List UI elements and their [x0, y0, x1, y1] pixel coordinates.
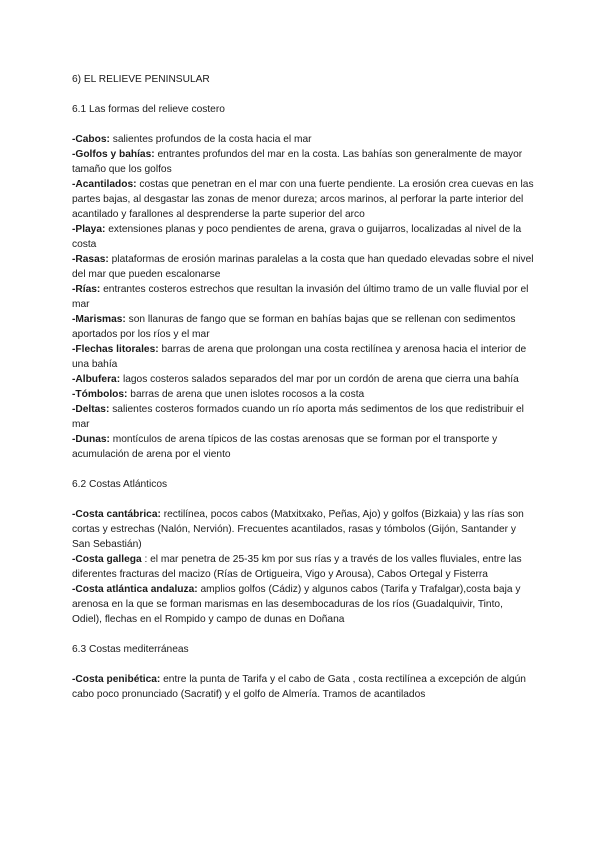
entry-term: -Tómbolos:	[72, 389, 128, 400]
entry-text: amplios golfos (Cádiz) y algunos cabos (Tarifa y Trafalgar),costa baja y arenosa en la que se forman marismas en las desembocaduras de los ríos (Guadalquivir, Tinto, Odiel), flechas en el Rompido y campo de dunas en Doñana	[72, 584, 521, 625]
entry-rasas	[72, 252, 534, 282]
entry-text: montículos de arena típicos de las costas arenosas que se forman por el transporte y acumulación de arena por el viento	[72, 434, 498, 460]
entry-costa-gallega	[72, 552, 534, 582]
entry-text: barras de arena que prolongan una costa rectilínea y arenosa hacia el interior de una bahía	[72, 344, 527, 370]
section-heading-6-1: 6.1 Las formas del relieve costero	[72, 104, 225, 115]
entry-costa-cantabrica	[72, 507, 534, 552]
entry-term: -Golfos y bahías:	[72, 149, 155, 160]
entry-text: plataformas de erosión marinas paralelas a la costa que han quedado elevadas sobre el nivel del mar que pueden escalonarse	[72, 254, 534, 280]
entry-text: entre la punta de Tarifa y el cabo de Gata , costa rectilínea a excepción de algún cabo poco pronunciado (Sacratif) y el golfo de Almería. Tramos de acantilados	[72, 674, 526, 700]
entry-text: entrantes costeros estrechos que resultan la invasión del último tramo de un valle fluvial por el mar	[72, 284, 529, 310]
entry-term: -Playa:	[72, 224, 106, 235]
entry-tombolos	[72, 387, 534, 402]
entry-dunas	[72, 432, 534, 462]
section-heading-6-3: 6.3 Costas mediterráneas	[72, 644, 189, 655]
entry-rias	[72, 282, 534, 312]
entry-playa	[72, 222, 534, 252]
entry-marismas	[72, 312, 534, 342]
entry-albufera	[72, 372, 534, 387]
entry-deltas	[72, 402, 534, 432]
entry-acantilados	[72, 177, 534, 222]
entry-term: -Costa gallega	[72, 554, 142, 565]
entry-text: : el mar penetra de 25-35 km por sus rías y a través de los valles fluviales, entre las diferentes fracturas del macizo (Rías de Ortigueira, Vigo y Arousa), Cabos Ortegal y Fisterra	[72, 554, 522, 580]
entry-term: -Dunas:	[72, 434, 110, 445]
section-6-3-entries	[72, 672, 534, 702]
entry-costa-atlantica-andaluza	[72, 582, 534, 627]
entry-term: -Acantilados:	[72, 179, 137, 190]
entry-text: costas que penetran en el mar con una fuerte pendiente. La erosión crea cuevas en las partes bajas, al desgastar las zonas de menor dureza; arcos marinos, al perforar la parte interior del acantilado y farallones al desprenderse la parte superior del arco	[72, 179, 534, 220]
entry-term: -Rasas:	[72, 254, 109, 265]
entry-costa-penibetica	[72, 672, 534, 702]
entry-term: -Flechas litorales:	[72, 344, 159, 355]
section-6-1-entries	[72, 132, 534, 462]
entry-term: -Albufera:	[72, 374, 121, 385]
entry-text: barras de arena que unen islotes rocosos a la costa	[127, 389, 365, 400]
entry-text: son llanuras de fango que se forman en bahías bajas que se rellenan con sedimentos aportados por los ríos y el mar	[72, 314, 516, 340]
entry-term: -Costa cantábrica:	[72, 509, 161, 520]
entry-text: entrantes profundos del mar en la costa. Las bahías son generalmente de mayor tamaño que los golfos	[72, 149, 523, 175]
section-heading-6-2: 6.2 Costas Atlánticos	[72, 479, 168, 490]
entry-golfos	[72, 147, 534, 177]
entry-term: -Rías:	[72, 284, 101, 295]
entry-text: salientes profundos de la costa hacia el mar	[109, 134, 312, 145]
section-6-2-entries	[72, 507, 534, 627]
entry-text: salientes costeros formados cuando un río aporta más sedimentos de los que redistribuir el mar	[72, 404, 524, 430]
document-title: 6) EL RELIEVE PENINSULAR	[72, 74, 210, 85]
entry-term: -Costa penibética:	[72, 674, 161, 685]
entry-flechas	[72, 342, 534, 372]
entry-text: rectilínea, pocos cabos (Matxitxako, Peñas, Ajo) y golfos (Bizkaia) y las rías son cortas y estrechas (Nalón, Nervión). Frecuentes acantilados, rasas y tómbolos (Gijón, Santander y San Sebastián)	[72, 509, 524, 550]
document-page	[72, 72, 534, 717]
entry-term: -Marismas:	[72, 314, 126, 325]
entry-term: -Deltas:	[72, 404, 110, 415]
entry-text: extensiones planas y poco pendientes de arena, grava o guijarros, localizadas al nivel de la costa	[72, 224, 522, 250]
entry-term: -Cabos:	[72, 134, 110, 145]
entry-term: -Costa atlántica andaluza:	[72, 584, 198, 595]
entry-cabos	[72, 132, 534, 147]
entry-text: lagos costeros salados separados del mar por un cordón de arena que cierra una bahía	[120, 374, 519, 385]
